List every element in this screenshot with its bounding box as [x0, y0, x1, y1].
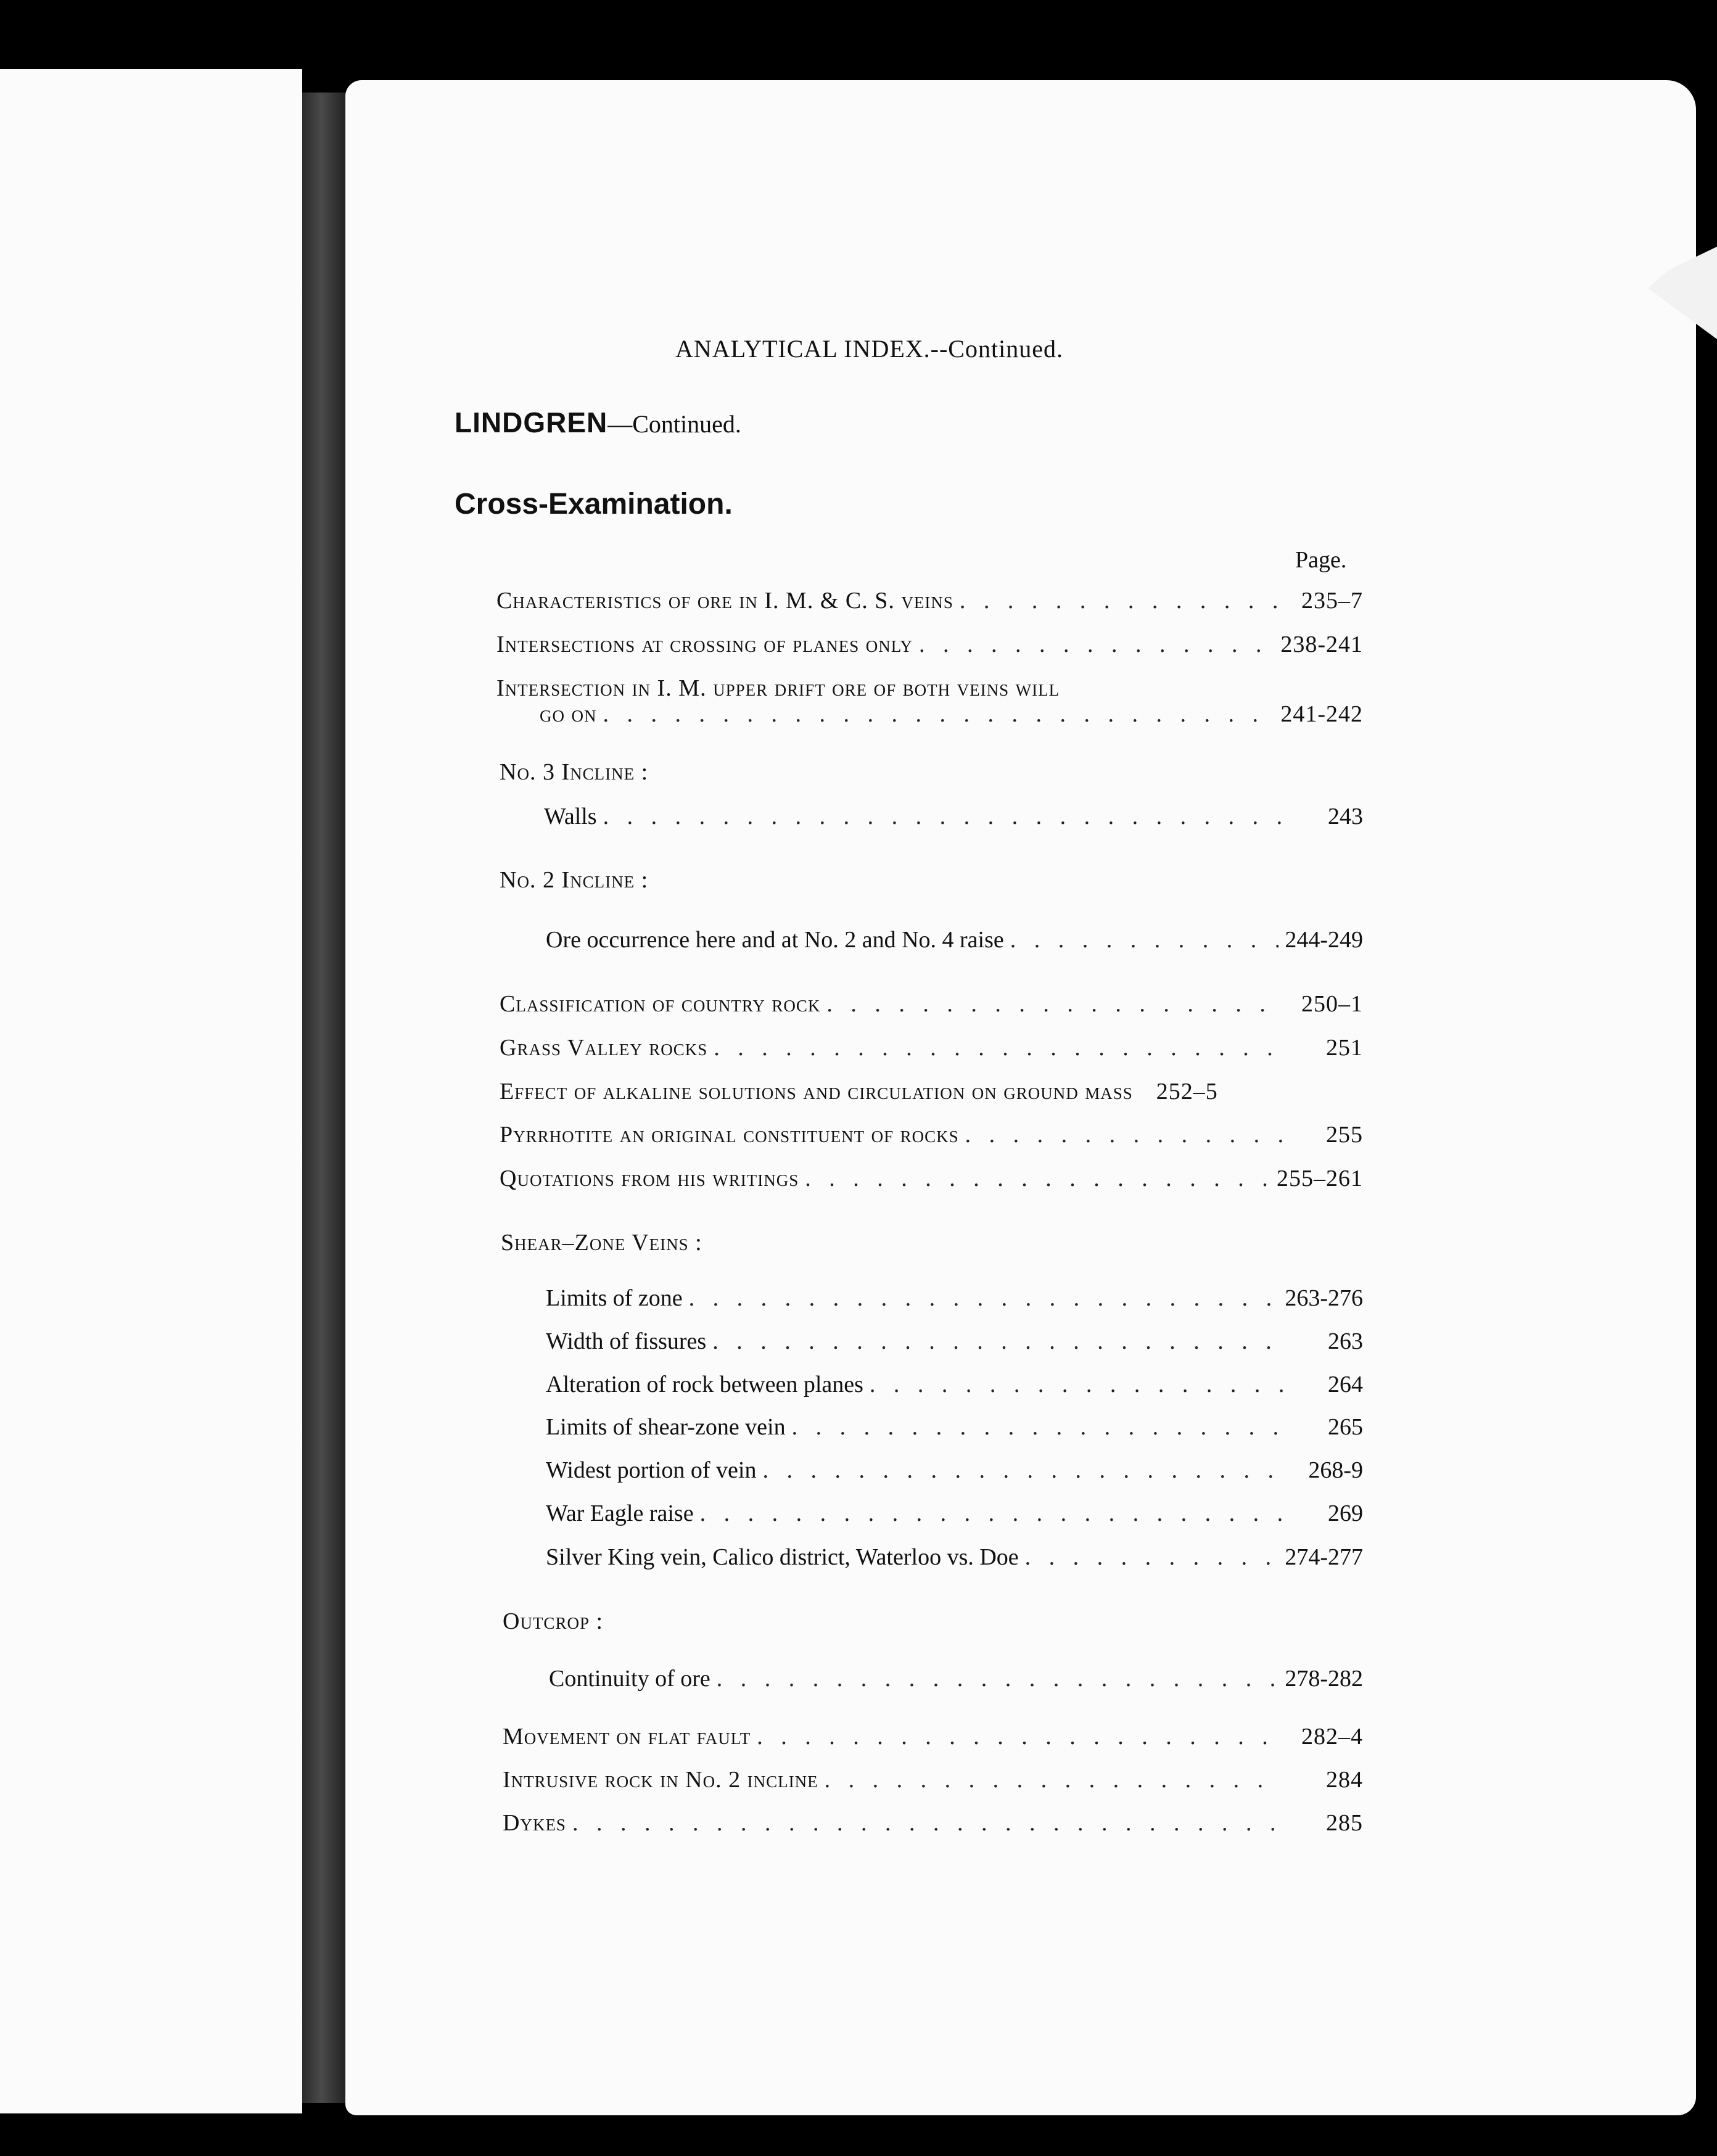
- entry-page: 284: [1326, 1767, 1363, 1793]
- leader-dots: [826, 990, 1283, 1018]
- entry-label: Intersections at crossing of planes only: [496, 632, 913, 657]
- leader-dots: [714, 1034, 1283, 1061]
- leader-dots: [572, 1809, 1283, 1837]
- entry-page: 278-282: [1285, 1666, 1363, 1692]
- sub-entry: [546, 1371, 1363, 1398]
- index-entry: [496, 587, 1363, 614]
- witness-name: LINDGREN: [455, 406, 608, 438]
- entry-page: 265: [1328, 1414, 1363, 1440]
- sub-entry: [546, 1500, 1363, 1527]
- sub-entry: [546, 1544, 1363, 1571]
- entry-label: Walls: [544, 804, 597, 829]
- entry-page: 241-242: [1280, 701, 1363, 727]
- index-entry: [500, 1078, 1363, 1105]
- sub-entry: [546, 1413, 1363, 1441]
- group-header-outcrop: Outcrop :: [503, 1608, 604, 1634]
- index-entry: [503, 1809, 1363, 1837]
- entry-label: Ore occurrence here and at No. 2 and No. 4 raise: [546, 927, 1004, 953]
- leader-dots: [1010, 926, 1279, 953]
- sub-entry: [546, 1457, 1363, 1484]
- entry-label: Pyrrhotite an original constituent of rocks: [500, 1122, 959, 1148]
- leader-dots: [712, 1328, 1283, 1355]
- entry-label: Limits of zone: [546, 1285, 683, 1311]
- index-entry: [503, 1766, 1363, 1793]
- leader-dots: [717, 1665, 1279, 1692]
- entry-label: Effect of alkaline solutions and circulation on ground mass: [500, 1079, 1133, 1105]
- index-entry: [496, 631, 1363, 658]
- leader-dots: [603, 803, 1283, 830]
- index-entry: [500, 1034, 1363, 1061]
- entry-page: 255–261: [1277, 1166, 1363, 1191]
- group-header-no3-incline: No. 3 Incline :: [500, 759, 649, 785]
- leader-dots: [762, 1457, 1283, 1484]
- entry-label: War Eagle raise: [546, 1500, 694, 1526]
- entry-label: Silver King vein, Calico district, Waterloo vs. Doe: [546, 1544, 1019, 1570]
- entry-label: Characteristics of ore in I. M. & C. S. veins: [496, 588, 953, 614]
- sub-entry: [544, 803, 1363, 830]
- index-entry-continuation: [540, 701, 1363, 728]
- index-entry: [500, 1121, 1363, 1148]
- entry-page: 244-249: [1285, 927, 1363, 953]
- leader-dots: [870, 1371, 1283, 1398]
- entry-label: Movement on flat fault: [503, 1724, 751, 1750]
- entry-label-continuation: go on: [540, 701, 597, 727]
- entry-label: Limits of shear-zone vein: [546, 1414, 786, 1440]
- entry-label: Width of fissures: [546, 1328, 707, 1354]
- entry-page: 285: [1326, 1810, 1363, 1836]
- entry-page: 263-276: [1285, 1285, 1363, 1311]
- entry-page: 252–5: [1156, 1079, 1218, 1105]
- book-gutter: [302, 93, 350, 2103]
- index-entry-first-line: [496, 675, 1363, 702]
- entry-label: Alteration of rock between planes: [546, 1372, 863, 1397]
- entry-label: Intersection in I. M. upper drift ore of both veins will: [496, 675, 1060, 701]
- facing-page: [0, 69, 302, 2113]
- index-entry: [500, 1165, 1363, 1192]
- index-entry: [500, 990, 1363, 1018]
- leader-dots: [700, 1500, 1283, 1527]
- leader-dots: [825, 1766, 1283, 1793]
- leader-dots: [919, 631, 1274, 658]
- running-head: ANALYTICAL INDEX.--Continued.: [675, 335, 1063, 363]
- entry-page: 264: [1328, 1372, 1363, 1397]
- entry-page: 263: [1328, 1328, 1363, 1354]
- entry-page: 243: [1328, 804, 1363, 829]
- entry-label: Continuity of ore: [549, 1666, 710, 1692]
- page-column-label: Page.: [1295, 547, 1347, 573]
- sub-entry: [549, 1665, 1363, 1692]
- leader-dots: [965, 1121, 1283, 1148]
- leader-dots: [603, 701, 1275, 728]
- index-entry: [503, 1723, 1363, 1750]
- leader-dots: [792, 1413, 1283, 1441]
- entry-label: Classification of country rock: [500, 991, 821, 1017]
- leader-dots: [805, 1165, 1270, 1192]
- leader-dots: [960, 587, 1283, 614]
- leader-dots: [757, 1723, 1283, 1750]
- sub-entry: [546, 926, 1363, 953]
- witness-heading: [455, 406, 741, 439]
- entry-page: 274-277: [1285, 1544, 1363, 1570]
- entry-page: 235–7: [1301, 588, 1363, 614]
- entry-label: Widest portion of vein: [546, 1457, 757, 1483]
- group-header-no2-incline: No. 2 Incline :: [500, 867, 649, 893]
- leader-dots: [689, 1285, 1279, 1312]
- entry-label: Quotations from his writings: [500, 1166, 799, 1191]
- entry-page: 250–1: [1301, 991, 1363, 1017]
- sub-entry: [546, 1328, 1363, 1355]
- section-title: Cross-Examination.: [455, 488, 733, 520]
- entry-page: 269: [1328, 1500, 1363, 1526]
- entry-page: 268-9: [1308, 1457, 1363, 1483]
- entry-label: Dykes: [503, 1810, 566, 1836]
- entry-page: 251: [1326, 1035, 1363, 1061]
- entry-label: Intrusive rock in No. 2 incline: [503, 1767, 818, 1793]
- leader-dots: [1025, 1544, 1279, 1571]
- group-header-shear-zone-veins: Shear–Zone Veins :: [501, 1230, 702, 1256]
- entry-page: 282–4: [1301, 1724, 1363, 1750]
- witness-suffix: —Continued.: [607, 410, 741, 438]
- entry-page: 238-241: [1280, 632, 1363, 657]
- sub-entry: [546, 1285, 1363, 1312]
- entry-page: 255: [1326, 1122, 1363, 1148]
- entry-label: Grass Valley rocks: [500, 1035, 708, 1061]
